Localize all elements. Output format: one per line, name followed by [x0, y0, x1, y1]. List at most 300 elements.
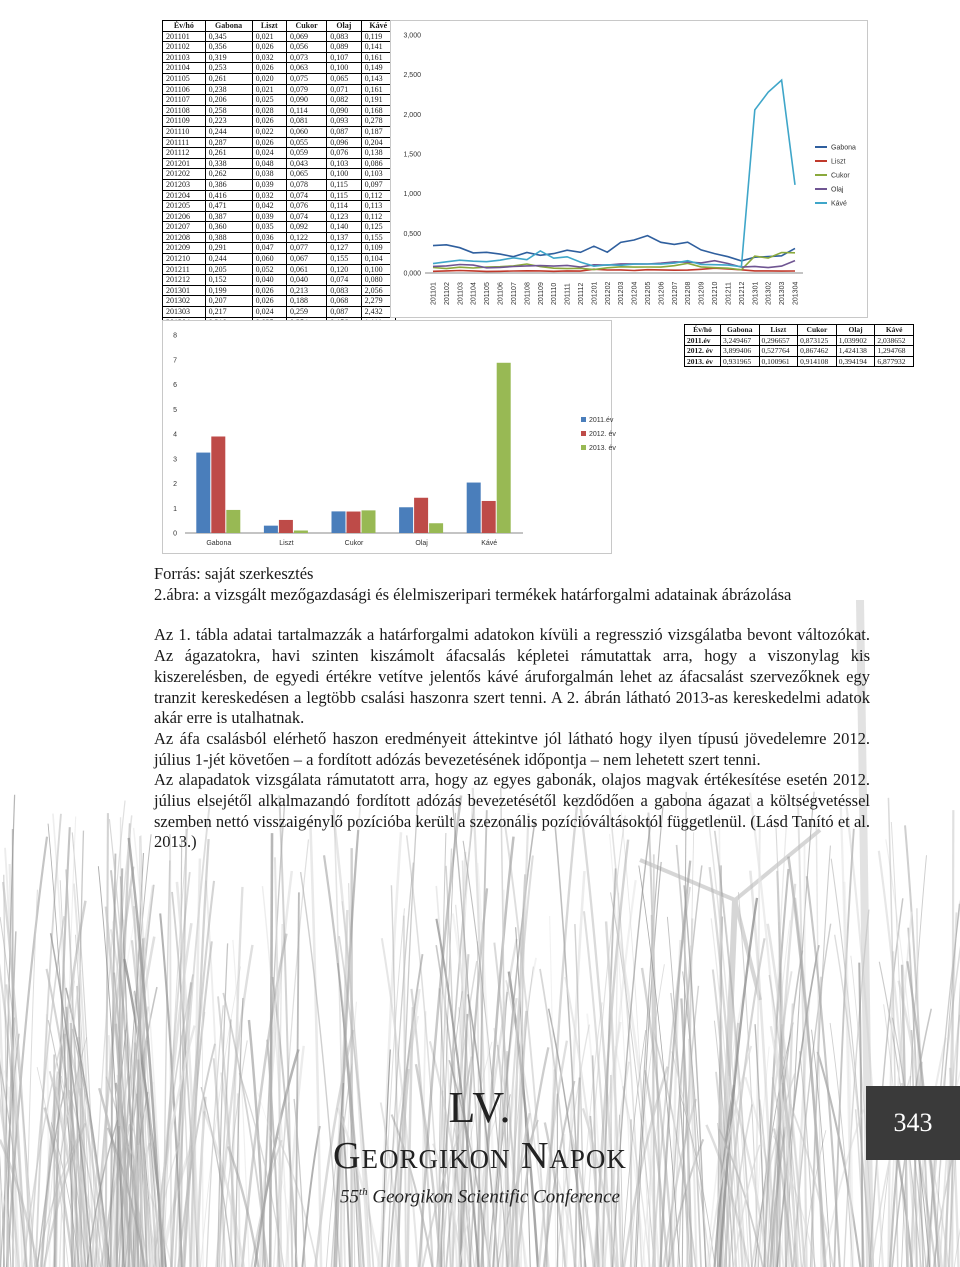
- x-tick-label: 201211: [725, 282, 733, 305]
- summary-table-header-cell: Liszt: [759, 325, 798, 336]
- monthly-table-cell: 201101: [163, 31, 206, 42]
- monthly-table-cell: 0,155: [327, 254, 361, 265]
- monthly-table-cell: 0,199: [205, 285, 252, 296]
- y-tick-label: 7: [173, 357, 177, 365]
- monthly-table-cell: 0,047: [252, 243, 286, 254]
- monthly-table-cell: 0,416: [205, 190, 252, 201]
- monthly-table-cell: 201301: [163, 285, 206, 296]
- monthly-table-cell: 0,052: [252, 264, 286, 275]
- table-row: [163, 148, 396, 159]
- x-tick-label: 201207: [671, 281, 679, 305]
- monthly-table-cell: 0,103: [327, 158, 361, 169]
- monthly-table-cell: 201206: [163, 211, 206, 222]
- monthly-table-cell: 0,258: [205, 105, 252, 116]
- monthly-table-cell: 0,026: [252, 285, 286, 296]
- paragraph-3: Az alapadatok vizsgálata rámutatott arra, hogy az egyes gabonák, olajos magvak értékesítése esetén 2012. július elsejétől alkalmazandó fordított adózás bevezetésétől kezdődően a gabona ágazat a költségvetéssel szemben nettó visszaigénylő pozícióba került a szezonális pozícióváltásoktól függetlenül. (Lásd Tanító et al. 2013.): [154, 770, 870, 852]
- bar-cukor: [332, 511, 346, 533]
- monthly-table-cell: 201105: [163, 73, 206, 84]
- monthly-data-table: [162, 20, 396, 328]
- monthly-table-cell: 0,205: [205, 264, 252, 275]
- monthly-table-cell: 0,090: [327, 105, 361, 116]
- monthly-table-cell: 0,026: [252, 116, 286, 127]
- series-line-kávé: [433, 80, 795, 267]
- monthly-table-cell: 0,107: [327, 52, 361, 63]
- bar-olaj: [399, 507, 413, 533]
- summary-table-body: [685, 335, 914, 367]
- monthly-table-cell: 0,356: [205, 42, 252, 53]
- summary-table: [684, 324, 914, 367]
- monthly-table-cell: 0,143: [361, 73, 395, 84]
- legend-label: Kávé: [831, 200, 847, 208]
- monthly-table-cell: 0,204: [361, 137, 395, 148]
- y-tick-label: 5: [173, 406, 177, 414]
- y-tick-label: 0,000: [403, 270, 421, 278]
- x-tick-label: 201210: [712, 281, 720, 305]
- monthly-table-cell: 2,056: [361, 285, 395, 296]
- summary-table-cell: 3,249467: [720, 335, 759, 346]
- x-tick-label: Gabona: [206, 540, 232, 547]
- series-line-gabona: [433, 236, 795, 261]
- monthly-table-cell: 201204: [163, 190, 206, 201]
- x-tick-label: Olaj: [415, 540, 428, 547]
- monthly-table-header-cell: Cukor: [286, 21, 326, 32]
- bar-chart-svg: [163, 321, 616, 553]
- monthly-table-cell: 0,122: [286, 232, 326, 243]
- monthly-table-cell: 0,238: [205, 84, 252, 95]
- bar-cukor: [347, 512, 361, 533]
- monthly-table-cell: 0,086: [361, 158, 395, 169]
- monthly-table-cell: 0,471: [205, 201, 252, 212]
- paragraph-1: Az 1. tábla adatai tartalmazzák a határforgalmi adatokon kívüli a regresszió vizsgálatba bevont változókat. Az ágazatokra, havi szinten kiszámolt áfacsalás képletei rámutattak arra, hogy a viszonylag kis kiszerelésben, de egyedi értékre vetítve jelentős kávé áruforgalmán lehet az áfacsalást szervezőknek egy tranzit kereskedésen a legtöbb csalási haszonra szert tenni. A 2. ábrán látható 2013-as kereskedelmi adatok akár erre is utalhatnak.: [154, 625, 870, 728]
- monthly-table-header-cell: Év/hó: [163, 21, 206, 32]
- table-row: [163, 243, 396, 254]
- table-row: [163, 264, 396, 275]
- monthly-table-cell: 0,207: [205, 296, 252, 307]
- monthly-table-cell: 0,093: [327, 116, 361, 127]
- monthly-table-cell: 0,100: [327, 63, 361, 74]
- monthly-table-cell: 201302: [163, 296, 206, 307]
- table-row: [163, 190, 396, 201]
- bar-olaj: [414, 498, 428, 533]
- x-tick-label: 201111: [564, 283, 572, 305]
- monthly-table-cell: 0,338: [205, 158, 252, 169]
- table-row: [163, 126, 396, 137]
- table-row: [163, 42, 396, 53]
- monthly-table-cell: 201203: [163, 179, 206, 190]
- summary-table-cell: 1,039902: [836, 335, 875, 346]
- x-tick-label: 201202: [604, 281, 612, 305]
- x-tick-label: 201109: [537, 282, 545, 305]
- subtitle-text: Georgikon Scientific Conference: [367, 1186, 620, 1208]
- summary-table-header-cell: Év/hó: [685, 325, 721, 336]
- monthly-table-cell: 0,036: [252, 232, 286, 243]
- bar-chart: [162, 320, 616, 554]
- monthly-table-cell: 0,078: [286, 179, 326, 190]
- monthly-table-cell: 0,114: [286, 105, 326, 116]
- y-tick-label: 6: [173, 382, 177, 389]
- x-tick-label: 201302: [765, 281, 773, 305]
- monthly-table-cell: 0,140: [327, 222, 361, 233]
- monthly-table-cell: 0,056: [286, 42, 326, 53]
- table-row: [163, 179, 396, 190]
- monthly-table-cell: 0,287: [205, 137, 252, 148]
- monthly-table-cell: 0,076: [286, 201, 326, 212]
- summary-table-cell: 2012. év: [685, 346, 721, 357]
- x-tick-label: 201105: [484, 282, 492, 305]
- table-row: [163, 137, 396, 148]
- summary-table-cell: 6,877932: [875, 356, 914, 367]
- x-tick-label: 201101: [430, 282, 438, 305]
- monthly-table-cell: 0,032: [252, 190, 286, 201]
- legend-label: Liszt: [831, 158, 846, 166]
- monthly-table-cell: 0,024: [252, 307, 286, 318]
- monthly-table-cell: 201201: [163, 158, 206, 169]
- y-tick-label: 8: [173, 332, 177, 340]
- monthly-table-cell: 201202: [163, 169, 206, 180]
- monthly-table-cell: 0,025: [252, 95, 286, 106]
- table-row: [163, 158, 396, 169]
- monthly-table-cell: 0,061: [286, 264, 326, 275]
- x-tick-label: 201205: [645, 281, 653, 305]
- table-row: [163, 296, 396, 307]
- monthly-table-cell: 0,161: [361, 84, 395, 95]
- monthly-table-cell: 201107: [163, 95, 206, 106]
- subtitle-number: 55: [340, 1186, 360, 1208]
- monthly-table-cell: 0,138: [361, 148, 395, 159]
- summary-table-cell: 0,394194: [836, 356, 875, 367]
- monthly-table-cell: 0,097: [361, 179, 395, 190]
- monthly-table-cell: 0,076: [327, 148, 361, 159]
- monthly-table-cell: 201209: [163, 243, 206, 254]
- summary-table-cell: 2011.év: [685, 335, 721, 346]
- bar-kávé: [467, 483, 481, 533]
- summary-table-header-cell: Kávé: [875, 325, 914, 336]
- x-tick-label: 201112: [577, 282, 585, 305]
- summary-table-cell: 3,899406: [720, 346, 759, 357]
- monthly-table-cell: 0,115: [327, 179, 361, 190]
- x-tick-label: 201304: [792, 281, 800, 305]
- monthly-table-cell: 0,048: [252, 158, 286, 169]
- monthly-table-cell: 0,039: [252, 179, 286, 190]
- monthly-table-cell: 0,026: [252, 42, 286, 53]
- monthly-table-cell: 0,065: [327, 73, 361, 84]
- x-tick-label: 201108: [524, 282, 532, 305]
- monthly-table-cell: 0,075: [286, 73, 326, 84]
- table-row: [163, 201, 396, 212]
- x-tick-label: Liszt: [279, 540, 294, 547]
- summary-table-header-cell: Olaj: [836, 325, 875, 336]
- summary-table-cell: 0,931965: [720, 356, 759, 367]
- monthly-table-cell: 0,291: [205, 243, 252, 254]
- monthly-table-cell: 0,021: [252, 84, 286, 95]
- page-number: 343: [866, 1086, 960, 1160]
- monthly-table-cell: 0,092: [286, 222, 326, 233]
- monthly-table-cell: 0,035: [252, 222, 286, 233]
- x-tick-label: 201303: [779, 281, 787, 305]
- summary-table-header: [685, 325, 914, 336]
- monthly-table-cell: 0,060: [286, 126, 326, 137]
- summary-table-cell: 0,527764: [759, 346, 798, 357]
- bar-liszt: [264, 526, 278, 533]
- monthly-table-cell: 0,360: [205, 222, 252, 233]
- summary-table-cell: 0,296657: [759, 335, 798, 346]
- monthly-table-cell: 2,279: [361, 296, 395, 307]
- monthly-table-cell: 201112: [163, 148, 206, 159]
- monthly-table-cell: 0,069: [286, 31, 326, 42]
- monthly-table-cell: 0,059: [286, 148, 326, 159]
- monthly-table-cell: 0,261: [205, 148, 252, 159]
- monthly-table-cell: 0,065: [286, 169, 326, 180]
- table-row: [163, 31, 396, 42]
- monthly-table-cell: 0,103: [361, 169, 395, 180]
- bar-liszt: [294, 531, 308, 533]
- monthly-table-cell: 0,115: [327, 190, 361, 201]
- monthly-table-cell: 0,387: [205, 211, 252, 222]
- table-row: [685, 356, 914, 367]
- legend-label: 2012. év: [589, 431, 616, 438]
- summary-table-cell: 0,914108: [798, 356, 837, 367]
- x-tick-label: 201204: [631, 281, 639, 305]
- line-chart-svg: [391, 21, 867, 317]
- monthly-table-cell: 201108: [163, 105, 206, 116]
- monthly-table-cell: 2,432: [361, 307, 395, 318]
- x-tick-label: 201301: [752, 281, 760, 305]
- summary-table-header-cell: Cukor: [798, 325, 837, 336]
- summary-table-cell: 0,867462: [798, 346, 837, 357]
- monthly-table-cell: 0,187: [361, 126, 395, 137]
- monthly-table-cell: 201102: [163, 42, 206, 53]
- table-row: [163, 307, 396, 318]
- monthly-table-cell: 201205: [163, 201, 206, 212]
- monthly-table-cell: 0,060: [252, 254, 286, 265]
- y-tick-label: 3: [173, 456, 177, 464]
- monthly-table-cell: 0,055: [286, 137, 326, 148]
- x-tick-label: 201104: [470, 282, 478, 305]
- monthly-table-cell: 0,345: [205, 31, 252, 42]
- monthly-table-cell: 201110: [163, 126, 206, 137]
- table-row: [163, 285, 396, 296]
- monthly-table-cell: 0,090: [286, 95, 326, 106]
- y-tick-label: 2: [173, 481, 177, 488]
- monthly-table-cell: 0,028: [252, 105, 286, 116]
- monthly-table-cell: 0,074: [286, 211, 326, 222]
- table-row: [163, 211, 396, 222]
- bar-olaj: [429, 523, 443, 533]
- y-tick-label: 1,500: [403, 151, 421, 159]
- monthly-table-cell: 0,026: [252, 137, 286, 148]
- conference-footer: [0, 1082, 960, 1267]
- x-tick-label: 201206: [658, 281, 666, 305]
- monthly-table-cell: 0,127: [327, 243, 361, 254]
- monthly-table-cell: 0,213: [286, 285, 326, 296]
- subtitle-ordinal: th: [359, 1186, 368, 1198]
- monthly-table-cell: 0,152: [205, 275, 252, 286]
- table-row: [163, 95, 396, 106]
- x-tick-label: Cukor: [344, 540, 364, 547]
- monthly-table-cell: 0,040: [286, 275, 326, 286]
- table-row: [163, 254, 396, 265]
- bar-liszt: [279, 520, 293, 533]
- table-row: [163, 105, 396, 116]
- monthly-table-cell: 0,080: [361, 275, 395, 286]
- table-row: [163, 169, 396, 180]
- monthly-table-cell: 0,071: [327, 84, 361, 95]
- monthly-table-cell: 0,038: [252, 169, 286, 180]
- monthly-table-cell: 201103: [163, 52, 206, 63]
- monthly-table-cell: 0,120: [327, 264, 361, 275]
- bar-kávé: [482, 501, 496, 533]
- monthly-table-cell: 0,074: [286, 190, 326, 201]
- table-row: [163, 275, 396, 286]
- monthly-table-cell: 0,024: [252, 148, 286, 159]
- monthly-table-cell: 0,113: [361, 201, 395, 212]
- bar-cukor: [362, 510, 376, 533]
- summary-table-cell: 0,873125: [798, 335, 837, 346]
- bar-gabona: [196, 453, 210, 533]
- monthly-table-cell: 0,043: [286, 158, 326, 169]
- monthly-table-cell: 0,191: [361, 95, 395, 106]
- monthly-table-header-cell: Kávé: [361, 21, 395, 32]
- body-text: [154, 564, 870, 853]
- legend-label: 2013. év: [589, 445, 616, 452]
- monthly-table-cell: 201211: [163, 264, 206, 275]
- monthly-table-cell: 0,123: [327, 211, 361, 222]
- x-tick-label: 201201: [591, 281, 599, 305]
- x-tick-label: 201212: [738, 281, 746, 305]
- summary-table-cell: 2013. év: [685, 356, 721, 367]
- monthly-table-cell: 0,109: [361, 243, 395, 254]
- y-tick-label: 0: [173, 530, 177, 538]
- summary-table-cell: 2,038652: [875, 335, 914, 346]
- y-tick-label: 4: [173, 431, 177, 439]
- monthly-table-cell: 0,149: [361, 63, 395, 74]
- monthly-table-cell: 0,081: [286, 116, 326, 127]
- x-tick-label: 201106: [497, 282, 505, 305]
- monthly-table-cell: 201303: [163, 307, 206, 318]
- monthly-table-cell: 0,278: [361, 116, 395, 127]
- y-tick-label: 3,000: [403, 32, 421, 40]
- legend-swatch: [581, 431, 586, 436]
- monthly-table-cell: 0,039: [252, 211, 286, 222]
- monthly-table-cell: 0,244: [205, 254, 252, 265]
- monthly-table-cell: 0,077: [286, 243, 326, 254]
- monthly-table-cell: 0,082: [327, 95, 361, 106]
- monthly-table-cell: 0,386: [205, 179, 252, 190]
- x-tick-label: 201107: [510, 282, 518, 305]
- monthly-table-cell: 0,087: [327, 307, 361, 318]
- monthly-table-cell: 0,141: [361, 42, 395, 53]
- monthly-table-cell: 0,040: [252, 275, 286, 286]
- monthly-table-cell: 201111: [163, 137, 206, 148]
- monthly-table-cell: 0,104: [361, 254, 395, 265]
- monthly-table-cell: 0,067: [286, 254, 326, 265]
- edition-number: LV.: [448, 1083, 512, 1132]
- legend-label: Olaj: [831, 186, 844, 194]
- monthly-table-cell: 0,079: [286, 84, 326, 95]
- y-tick-label: 2,000: [403, 111, 421, 119]
- monthly-table-cell: 0,021: [252, 31, 286, 42]
- monthly-table-body: [163, 31, 396, 328]
- bar-gabona: [226, 510, 240, 533]
- x-tick-label: 201208: [685, 281, 693, 305]
- summary-table-cell: 0,100961: [759, 356, 798, 367]
- monthly-table-cell: 0,119: [361, 31, 395, 42]
- monthly-table-cell: 0,083: [327, 285, 361, 296]
- y-tick-label: 1,000: [403, 191, 421, 199]
- monthly-table-cell: 0,206: [205, 95, 252, 106]
- monthly-table-cell: 0,161: [361, 52, 395, 63]
- table-row: [163, 222, 396, 233]
- monthly-table-cell: 0,073: [286, 52, 326, 63]
- monthly-table-cell: 0,261: [205, 73, 252, 84]
- y-tick-label: 0,500: [403, 230, 421, 238]
- paragraph-2: Az áfa csalásból elérhető haszon eredményeit áttekintve jól látható hogy ilyen típusú jövedelemre 2012. július 1-jét követően – a fordított adózás bevezetésének időpontja – nem lehetett szert tenni.: [154, 728, 870, 769]
- monthly-table-cell: 201208: [163, 232, 206, 243]
- monthly-table-header-cell: Liszt: [252, 21, 286, 32]
- conference-subtitle: [330, 1186, 630, 1208]
- monthly-table-cell: 0,083: [327, 31, 361, 42]
- monthly-table-cell: 0,112: [361, 190, 395, 201]
- x-tick-label: Kávé: [481, 540, 498, 547]
- monthly-table-cell: 0,168: [361, 105, 395, 116]
- monthly-table-header: [163, 21, 396, 32]
- monthly-table-cell: 201104: [163, 63, 206, 74]
- bar-gabona: [211, 436, 225, 533]
- figure-source: Forrás: saját szerkesztés: [154, 564, 314, 583]
- legend-label: Gabona: [831, 144, 856, 152]
- x-tick-label: 201103: [457, 282, 465, 305]
- monthly-table-cell: 0,114: [327, 201, 361, 212]
- table-row: [163, 84, 396, 95]
- monthly-table-cell: 0,096: [327, 137, 361, 148]
- monthly-table-cell: 0,262: [205, 169, 252, 180]
- y-tick-label: 1: [173, 505, 177, 513]
- monthly-table-cell: 0,223: [205, 116, 252, 127]
- summary-table-header-cell: Gabona: [720, 325, 759, 336]
- summary-table-cell: 1,294768: [875, 346, 914, 357]
- y-tick-label: 2,500: [403, 72, 421, 80]
- monthly-table-cell: 0,074: [327, 275, 361, 286]
- monthly-table-cell: 0,253: [205, 63, 252, 74]
- x-tick-label: 201203: [618, 281, 626, 305]
- monthly-table-cell: 0,125: [361, 222, 395, 233]
- monthly-table-cell: 0,087: [327, 126, 361, 137]
- conference-name: Georgikon Napok: [333, 1135, 627, 1177]
- monthly-table-cell: 0,188: [286, 296, 326, 307]
- monthly-table-cell: 0,137: [327, 232, 361, 243]
- legend-label: Cukor: [831, 172, 850, 180]
- monthly-table-cell: 0,042: [252, 201, 286, 212]
- monthly-table-header-cell: Olaj: [327, 21, 361, 32]
- monthly-table-cell: 0,032: [252, 52, 286, 63]
- monthly-table-cell: 0,089: [327, 42, 361, 53]
- monthly-table-cell: 201106: [163, 84, 206, 95]
- table-row: [163, 232, 396, 243]
- monthly-table-cell: 0,112: [361, 211, 395, 222]
- monthly-table-cell: 201109: [163, 116, 206, 127]
- monthly-table-cell: 0,068: [327, 296, 361, 307]
- monthly-table-cell: 0,063: [286, 63, 326, 74]
- legend-swatch: [581, 445, 586, 450]
- table-row: [163, 73, 396, 84]
- x-tick-label: 201110: [551, 282, 559, 305]
- table-row: [163, 116, 396, 127]
- x-tick-label: 201209: [698, 281, 706, 305]
- monthly-table-header-cell: Gabona: [205, 21, 252, 32]
- bar-kávé: [497, 363, 511, 533]
- monthly-table-cell: 201210: [163, 254, 206, 265]
- monthly-table-cell: 0,100: [327, 169, 361, 180]
